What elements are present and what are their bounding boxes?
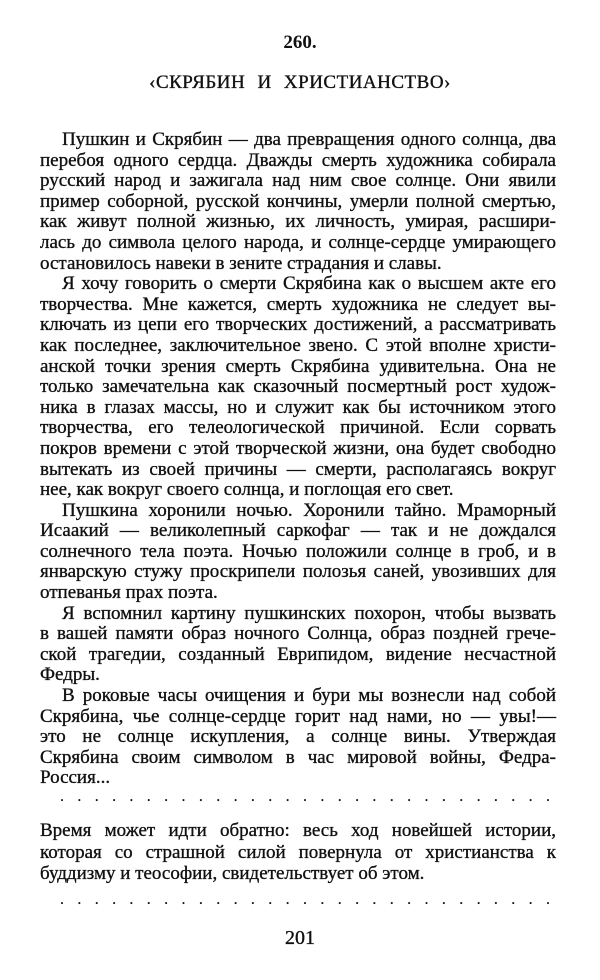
text-line: это не солнце искупления, а солнце вины. Утверждая	[40, 726, 556, 748]
text-line: русский народ и зажигала над ним свое солнце. Они явили	[40, 170, 556, 192]
text-line: Я вспомнил картину пушкинских похорон, чтобы вызвать	[62, 602, 556, 624]
text-line: лась до символа целого народа, и солнце-сердце умирающего	[40, 231, 556, 253]
text-line: Исаакий — великолепный саркофаг — так и не дождался	[40, 520, 556, 542]
text-line: которая со страшной силой повернула от христианства к	[40, 841, 556, 863]
ellipsis-separator: . . . . . . . . . . . . . . . . . . . . . . . . . . . . .	[60, 788, 550, 805]
text-line: Россия...	[40, 767, 111, 789]
text-line: Время может идти обратно: весь ход новейшей истории,	[40, 820, 556, 841]
text-line: Федры.	[40, 664, 100, 686]
text-line: творчества, его телеологической причиной. Если сорвать	[40, 417, 556, 439]
text-line: нее, как вокруг своего солнца, и поглощая его свет.	[40, 479, 454, 501]
text-line: ника в глазах массы, но и служит как бы источником этого	[40, 396, 556, 418]
text-line: пример соборной, русской кончины, умерли полной смертью,	[40, 190, 556, 212]
text-line: солнечного тела поэта. Ночью положили солнце в гроб, и в	[40, 540, 556, 562]
text-line: покров времени с этой творческой жизни, она будет свободно	[40, 437, 556, 459]
main-text	[40, 130, 556, 789]
text-line: Скрябина своим символом в час мировой войны, Федра-	[40, 746, 556, 768]
text-line: анской точки зрения смерть Скрябина удивительна. Она не	[40, 355, 556, 377]
text-line: только замечательна как сказочный посмертный рост худож-	[40, 376, 556, 398]
text-line: как живут полной жизнью, их личность, умирая, расшири-	[40, 211, 556, 233]
text-line: остановилось навеки в зените страдания и славы.	[40, 252, 442, 274]
document-number: 260.	[283, 32, 317, 53]
text-line: Пушкин и Скрябин — два превращения одного солнца, два	[62, 129, 556, 150]
text-line: отпеванья прах поэта.	[40, 582, 218, 604]
text-line: ключать из цепи его творческих достижений, а рассматривать	[40, 314, 556, 336]
text-line: Пушкина хоронили ночью. Хоронили тайно. Мраморный	[62, 499, 556, 521]
text-line: Скрябина, чье солнце-сердце горит над нами, но — увы!—	[40, 705, 556, 727]
text-line: вытекать из своей причины — смерти, располагаясь вокруг	[40, 458, 556, 480]
text-line: перебоя одного сердца. Дважды смерть художника собирала	[40, 149, 556, 171]
text-line: творчества. Мне кажется, смерть художника не следует вы-	[40, 293, 556, 315]
text-line: в вашей памяти образ ночного Солнца, образ поздней грече-	[40, 623, 556, 645]
text-line: как последнее, заключительное звено. С этой вполне христи-	[40, 334, 556, 356]
text-line: ской трагедии, созданный Еврипидом, видение несчастной	[40, 643, 556, 665]
closing-paragraph	[40, 820, 556, 885]
page-number: 201	[285, 927, 315, 949]
text-line: январскую стужу проскрипели полозья саней, увозивших для	[40, 561, 556, 583]
text-line: буддизму и теософии, свидетельствует об этом.	[40, 863, 425, 884]
text-line: Я хочу говорить о смерти Скрябина как о высшем акте его	[62, 273, 556, 295]
text-line: В роковые часы очищения и бури мы вознесли над собой	[62, 685, 556, 707]
document-heading: ‹СКРЯБИН И ХРИСТИАНСТВО›	[149, 72, 451, 93]
ellipsis-separator: . . . . . . . . . . . . . . . . . . . . . . . . . . . . .	[60, 891, 550, 908]
